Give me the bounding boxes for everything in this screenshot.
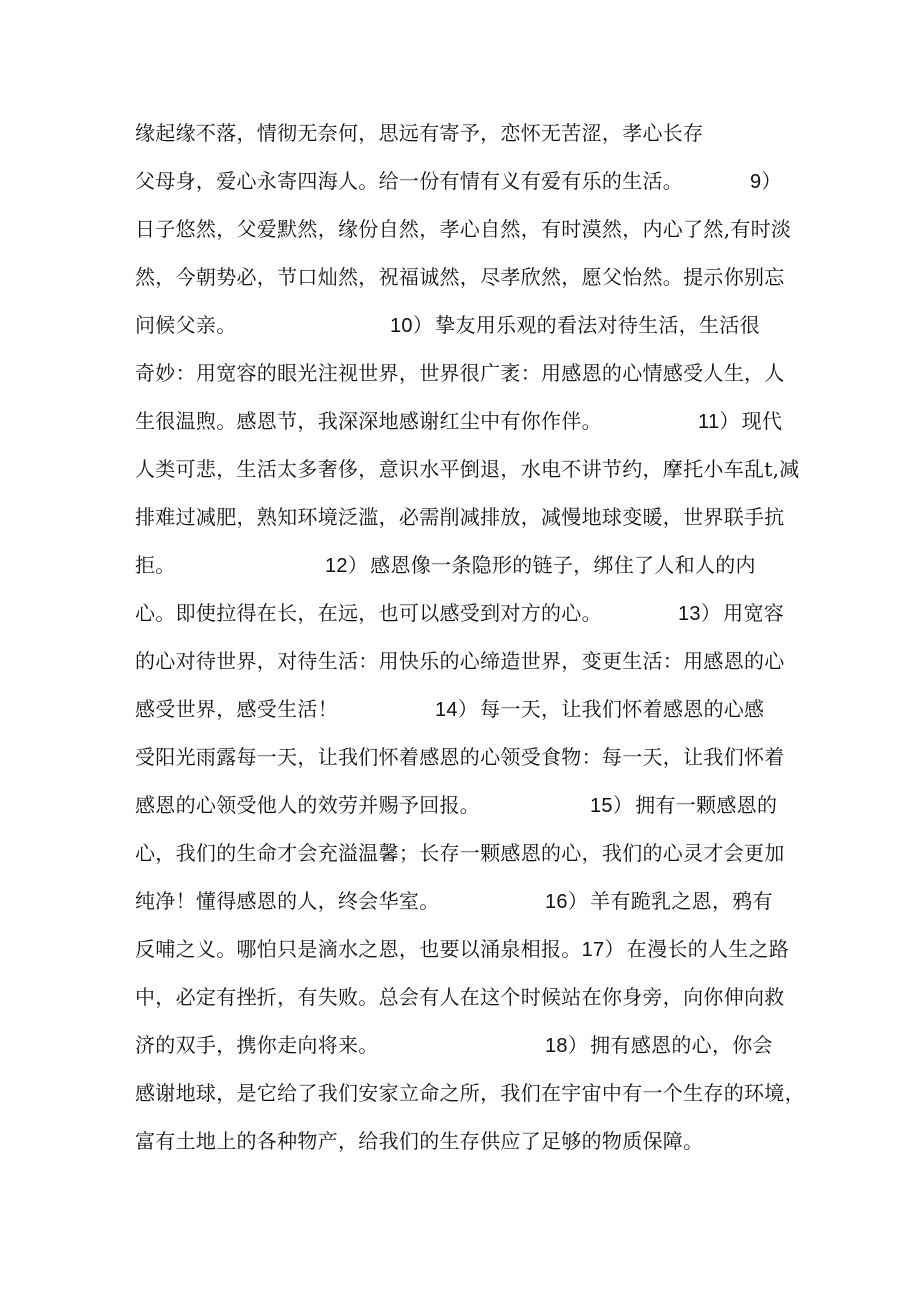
text-line bbox=[135, 454, 800, 484]
text-line bbox=[135, 646, 785, 676]
item-text: 在漫长的人生之路 bbox=[626, 937, 790, 961]
text-line bbox=[135, 262, 785, 292]
line-text: 心。即使拉得在长，在远，也可以感受到对方的心。 bbox=[135, 601, 602, 625]
text-line bbox=[135, 838, 785, 868]
line-text: 问候父亲。 bbox=[135, 313, 237, 337]
list-item-start bbox=[325, 550, 756, 581]
line-text: 受阳光雨露每一天，让我们怀着感恩的心领受食物：每一天，让我们怀着 bbox=[135, 745, 785, 769]
text-line bbox=[135, 598, 785, 628]
list-item-start bbox=[435, 694, 764, 725]
item-number: 14） bbox=[435, 699, 479, 721]
item-number: 12） bbox=[325, 555, 369, 577]
list-item-start bbox=[590, 790, 777, 821]
line-text: 纯净！懂得感恩的人，终会华室。 bbox=[135, 889, 440, 913]
text-line bbox=[135, 1030, 773, 1060]
item-number: 9） bbox=[750, 171, 782, 193]
text-line bbox=[135, 310, 760, 340]
item-text: 拥有感恩的心，你会 bbox=[590, 1033, 773, 1057]
item-number: 13） bbox=[678, 603, 722, 625]
line-text: 人类可悲，生活太多奢侈，意识水平倒退，水电不讲节约，摩托小车乱t,减 bbox=[135, 457, 800, 481]
line-text: 排难过减肥，熟知环境泛滥，必需削减排放，减慢地球变暖，世界联手抗 bbox=[135, 505, 785, 529]
text-line bbox=[135, 118, 703, 148]
text-line bbox=[135, 166, 782, 196]
text-line bbox=[135, 406, 783, 436]
item-number: 15） bbox=[590, 795, 634, 817]
line-text: 的心对待世界，对待生活：用快乐的心缔造世界，变更生活：用感恩的心 bbox=[135, 649, 785, 673]
item-text: 现代 bbox=[741, 409, 783, 433]
line-text: 感谢地球，是它给了我们安家立命之所，我们在宇宙中有一个生存的环境， bbox=[135, 1081, 805, 1105]
item-text: 感恩像一条隐形的链子，绑住了人和人的内 bbox=[370, 553, 756, 577]
item-text: 每一天，让我们怀着感恩的心感 bbox=[480, 697, 765, 721]
item-text: 羊有跪乳之恩，鸦有 bbox=[590, 889, 773, 913]
list-item-start bbox=[750, 166, 784, 197]
text-line bbox=[135, 742, 785, 772]
line-text: 奇妙：用宽容的眼光注视世界，世界很广袤：用感恩的心情感受人生，人 bbox=[135, 361, 785, 385]
text-line bbox=[135, 1078, 805, 1108]
line-text: 父母身，爱心永寄四海人。给一份有情有义有爱有乐的生活。 bbox=[135, 169, 684, 193]
text-line bbox=[135, 550, 756, 580]
item-number: 18） bbox=[545, 1035, 589, 1057]
line-text: 富有土地上的各种物产，给我们的生存供应了足够的物质保障。 bbox=[135, 1129, 704, 1153]
item-text: 拥有一颗感恩的 bbox=[635, 793, 778, 817]
text-line bbox=[135, 214, 791, 244]
item-number: 16） bbox=[545, 891, 589, 913]
line-text: 心，我们的生命才会充溢温馨；长存一颗感恩的心，我们的心灵才会更加 bbox=[135, 841, 785, 865]
list-item-start bbox=[545, 886, 773, 917]
line-text: 拒。 bbox=[135, 553, 176, 577]
list-item-start bbox=[545, 1030, 773, 1061]
line-text: 感恩的心领受他人的效劳并赐予回报。 bbox=[135, 793, 481, 817]
list-item-start bbox=[390, 310, 760, 341]
text-line bbox=[135, 934, 789, 964]
line-text: 反哺之义。哪怕只是滴水之恩，也要以涌泉相报。 bbox=[135, 937, 582, 961]
item-text: 挚友用乐观的看法对待生活，生活很 bbox=[435, 313, 760, 337]
line-text: 日子悠然，父爱默然，缘份自然，孝心自然，有时漠然，内心了然,有时淡 bbox=[135, 217, 792, 241]
text-line bbox=[135, 790, 778, 820]
line-text: 然，今朝势必，节口灿然，祝福诚然，尽孝欣然，愿父怡然。提示你别忘 bbox=[135, 265, 785, 289]
item-number: 17） bbox=[581, 939, 625, 961]
line-text: 缘起缘不落，情彻无奈何，思远有寄予，恋怀无苦涩，孝心长存 bbox=[135, 121, 704, 145]
item-number: 11） bbox=[698, 411, 740, 433]
text-line bbox=[135, 502, 785, 532]
text-line bbox=[135, 1126, 703, 1156]
line-text: 中，必定有挫折，有失败。总会有人在这个时候站在你身旁，向你伸向救 bbox=[135, 985, 785, 1009]
text-line bbox=[135, 982, 785, 1012]
text-line bbox=[135, 886, 773, 916]
item-text: 用宽容 bbox=[723, 601, 785, 625]
line-text: 生很温煦。感恩节，我深深地感谢红尘中有你作伴。 bbox=[135, 409, 602, 433]
list-item-start bbox=[698, 406, 782, 437]
text-line bbox=[135, 358, 785, 388]
list-item-start bbox=[678, 598, 784, 629]
line-text: 感受世界，感受生活！ bbox=[135, 697, 338, 721]
item-number: 10） bbox=[390, 315, 434, 337]
line-text: 济的双手，携你走向将来。 bbox=[135, 1033, 379, 1057]
text-line bbox=[135, 694, 765, 724]
